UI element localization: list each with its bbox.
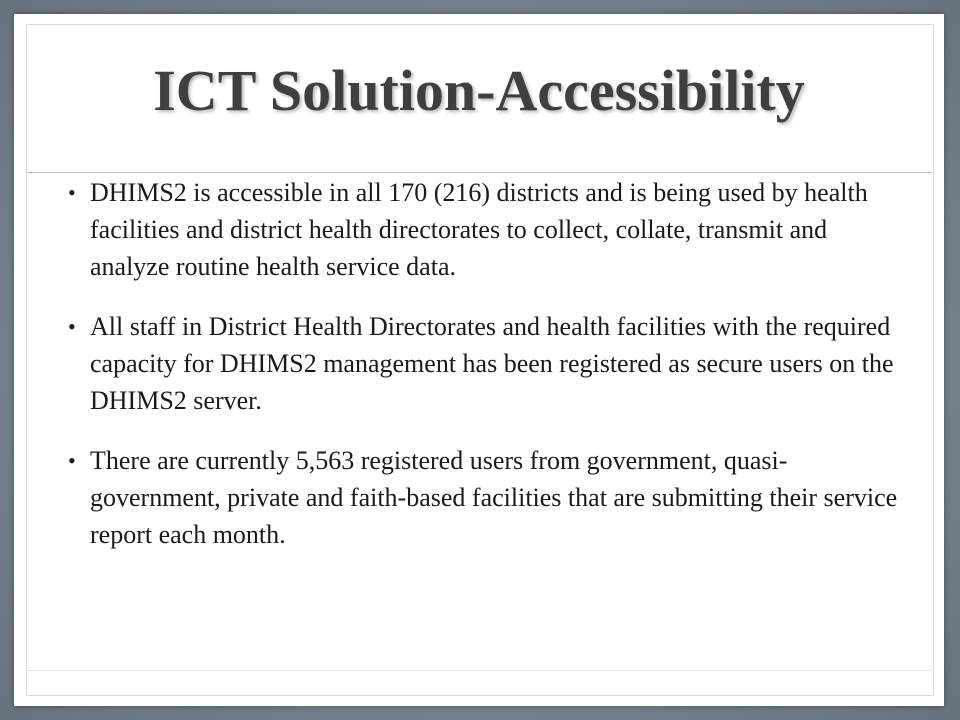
bullet-item: [58, 308, 908, 419]
slide-title: ICT Solution-Accessibility: [153, 58, 805, 123]
footer-divider: [26, 670, 932, 671]
slide: [14, 14, 944, 706]
bullet-text: All staff in District Health Directorates and health facilities with the required capacity for DHIMS2 management has been registered as secure users on the DHIMS2 server.: [90, 312, 894, 415]
bullet-text: There are currently 5,563 registered users from government, quasi-government, private and faith-based facilities that are submitting their service report each month.: [90, 446, 898, 549]
bullet-item: [58, 442, 908, 553]
bullet-item: [58, 174, 908, 285]
bullet-icon: •: [68, 314, 76, 339]
bullet-icon: •: [68, 448, 76, 473]
bullet-icon: •: [68, 180, 76, 205]
bullet-list: [58, 174, 908, 576]
bullet-text: DHIMS2 is accessible in all 170 (216) districts and is being used by health facilities and district health directorates to collect, collate, transmit and analyze routine health service data.: [90, 178, 868, 281]
